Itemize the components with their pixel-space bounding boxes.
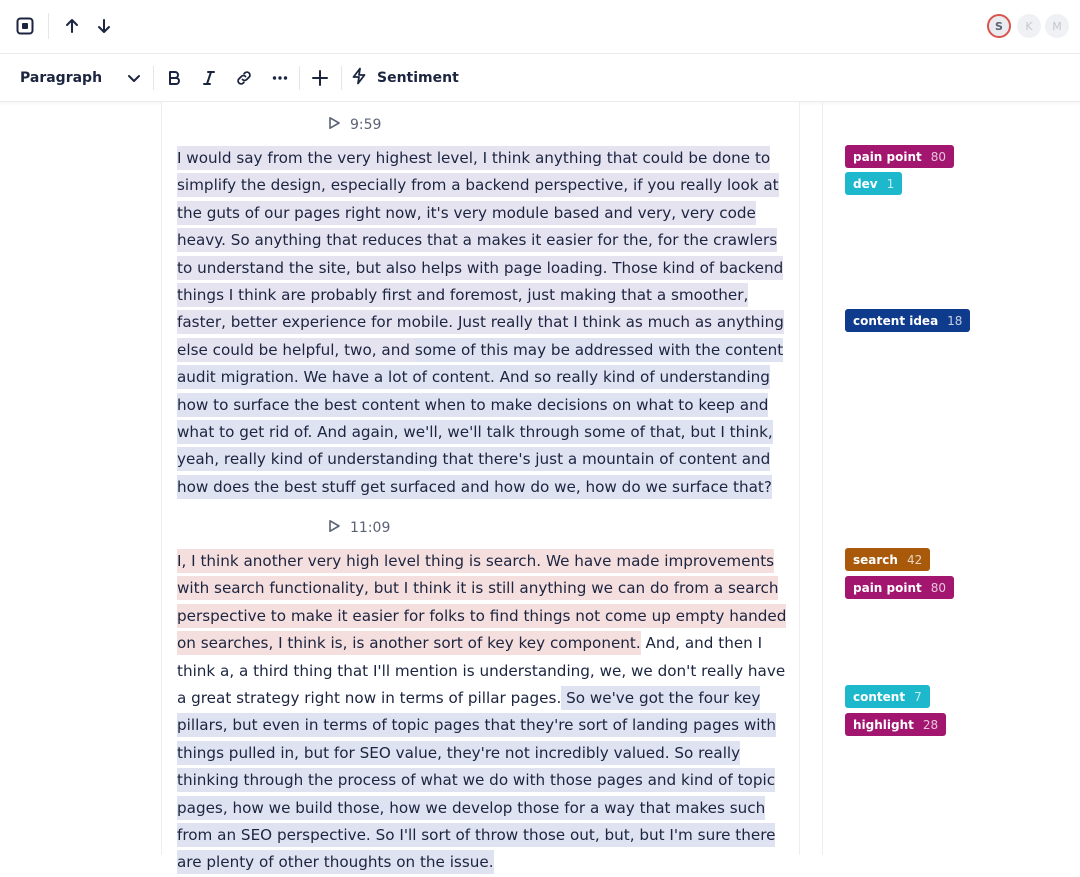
tag-chip[interactable] xyxy=(845,172,902,195)
block-type-select[interactable] xyxy=(20,66,144,90)
tag-chip[interactable] xyxy=(845,309,970,332)
toolbar-divider xyxy=(341,66,342,90)
play-icon xyxy=(327,116,341,134)
tag-label: content xyxy=(853,689,906,704)
tag-count: 42 xyxy=(906,552,923,567)
avatar[interactable]: K xyxy=(1017,14,1041,38)
transcript-paragraph[interactable] xyxy=(177,145,789,501)
toolbar-divider xyxy=(299,66,300,90)
stop-square-icon[interactable] xyxy=(13,14,37,38)
tag-count: 80 xyxy=(930,149,947,164)
more-options-icon[interactable] xyxy=(267,65,293,91)
tag-count: 18 xyxy=(947,313,963,328)
toolbar-divider xyxy=(48,13,49,39)
plus-icon[interactable] xyxy=(307,65,333,91)
tag-label: pain point xyxy=(853,580,922,595)
lightning-icon xyxy=(350,67,368,89)
arrow-down-icon[interactable] xyxy=(92,14,116,38)
tag-count: 28 xyxy=(922,717,939,732)
tag-count: 80 xyxy=(930,580,947,595)
chevron-down-icon xyxy=(126,70,142,90)
tag-chip[interactable] xyxy=(845,685,930,708)
highlighted-segment[interactable]: some of this may be addressed with the content audit migration. We have a lot of content. And so really kind of understanding how to surface the best content when to make decisions on what to keep and what to get rid of. And again, we'll, we'll talk through some of that, but I think, yeah, really kind of understanding that there's just a mountain of content and how does the best stuff get surfaced and how do we, how do we surface that? xyxy=(177,338,783,499)
link-icon[interactable] xyxy=(231,65,257,91)
transcript-paragraph[interactable] xyxy=(177,548,789,877)
sentiment-button[interactable] xyxy=(350,65,459,91)
toolbar-divider xyxy=(153,66,154,90)
tag-chip[interactable] xyxy=(845,145,954,168)
tag-label: dev xyxy=(853,176,878,191)
bold-icon[interactable] xyxy=(161,65,187,91)
avatar[interactable]: S xyxy=(987,14,1011,38)
timestamp-play-button[interactable] xyxy=(327,116,381,134)
highlighted-segment[interactable]: I would say from the very highest level, I think anything that could be done to simplify the design, especially from a backend perspective, if you really look at the guts of our pages right now, it's very module based and very, very code heavy. So anything that reduces that a makes it easier for the, for the crawlers to understand the site, but also helps with page loading. Those kind of backend things I think are probably first and foremost, just making that a smoother, faster, better experience for mobile. Just really that I think as much as anything else could be helpful, two, and xyxy=(177,146,784,362)
timestamp: 9:59 xyxy=(350,117,382,133)
arrow-up-icon[interactable] xyxy=(60,14,84,38)
play-icon xyxy=(327,519,341,537)
tag-count: 1 xyxy=(886,176,895,191)
avatar[interactable]: M xyxy=(1045,14,1069,38)
formatting-toolbar xyxy=(0,54,1080,102)
tag-label: pain point xyxy=(853,149,922,164)
highlighted-segment[interactable]: So we've got the four key pillars, but even in terms of topic pages that they're sort of landing pages with things pulled in, but for SEO value, they're not incredibly valued. So really thinking through the process of what we do with those pages and kind of topic pages, how we build those, how we develop those for a way that makes such from an SEO perspective. So I'll sort of throw those out, but, but I'm sure there are plenty of other thoughts on the issue. xyxy=(177,686,776,874)
tag-label: content idea xyxy=(853,313,939,328)
tag-label: search xyxy=(853,552,898,567)
tag-chip[interactable] xyxy=(845,713,946,736)
top-bar xyxy=(0,0,1080,54)
tag-count: 7 xyxy=(914,689,922,704)
text-segment[interactable]: And, and then I think a, a third thing that I'll mention is understanding, we, we don't really have a great strategy right now in terms of pillar pages. xyxy=(177,634,786,708)
sentiment-label: Sentiment xyxy=(377,70,459,86)
tag-chip[interactable] xyxy=(845,548,930,571)
tag-label: highlight xyxy=(853,717,914,732)
tag-chip[interactable] xyxy=(845,576,954,599)
timestamp-play-button[interactable] xyxy=(327,519,390,537)
block-type-label: Paragraph xyxy=(20,70,103,86)
tag-gutter-divider xyxy=(822,102,823,855)
italic-icon[interactable] xyxy=(196,65,222,91)
highlighted-segment[interactable]: I, I think another very high level thing is search. We have made improvements with search functionality, but I think it is still anything we can do from a search perspective to make it easier for folks to find things not come up empty handed on searches, I think is, is another sort of key key component. xyxy=(177,549,786,655)
timestamp: 11:09 xyxy=(350,520,391,536)
